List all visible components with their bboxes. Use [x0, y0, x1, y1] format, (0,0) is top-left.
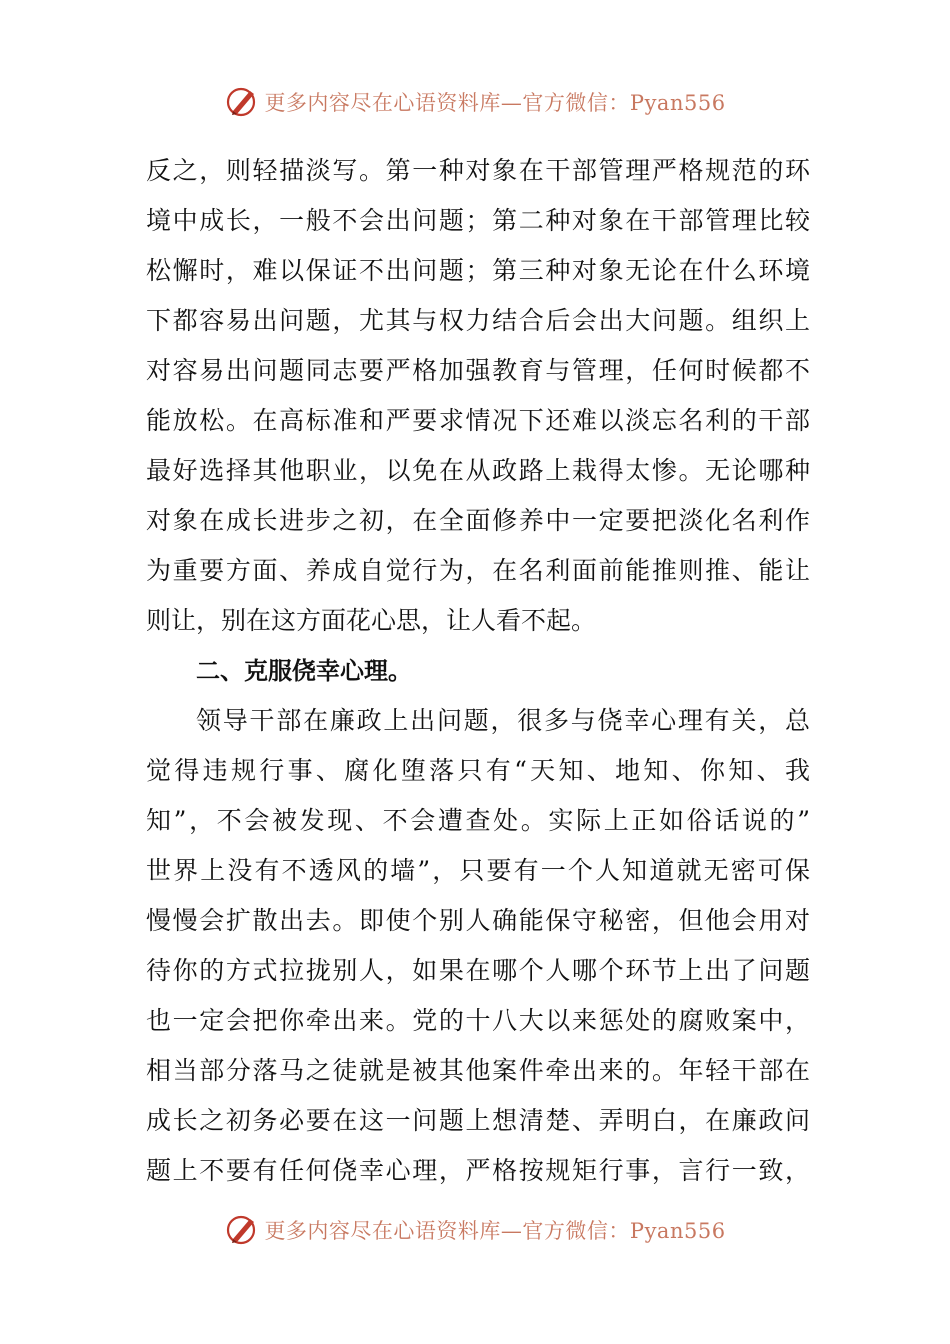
text-line: 松懈时，难以保证不出问题；第三种对象无论在什么环境 [146, 256, 810, 285]
text-line: 领导干部在廉政上出问题，很多与侥幸心理有关，总 [196, 706, 810, 735]
watermark-text: 更多内容尽在心语资料库—官方微信：Pyan556 [264, 91, 726, 115]
text-line: 最好选择其他职业，以免在从政路上栽得太惨。无论哪种 [146, 456, 810, 485]
text-line: 对象在成长进步之初，在全面修养中一定要把淡化名利作 [146, 506, 810, 535]
text-line: 世界上没有不透风的墙”，只要有一个人知道就无密可保 [146, 856, 810, 885]
watermark-header [0, 82, 950, 122]
text-line: 成长之初务必要在这一问题上想清楚、弄明白，在廉政问 [146, 1106, 810, 1135]
text-line: 对容易出问题同志要严格加强教育与管理，任何时候都不 [146, 356, 810, 385]
text-line: 题上不要有任何侥幸心理，严格按规矩行事，言行一致， [146, 1156, 810, 1185]
text-line: 反之，则轻描淡写。第一种对象在干部管理严格规范的环 [146, 156, 810, 185]
pen-logo-icon [224, 84, 260, 120]
text-line: 待你的方式拉拢别人，如果在哪个人哪个环节上出了问题 [146, 956, 810, 985]
text-line: 能放松。在高标准和严要求情况下还难以淡忘名利的干部 [146, 406, 810, 435]
text-line: 则让，别在这方面花心思，让人看不起。 [146, 606, 597, 635]
pen-logo-icon [224, 1212, 260, 1248]
text-line: 为重要方面、养成自觉行为，在名利面前能推则推、能让 [146, 556, 810, 585]
text-line: 觉得违规行事、腐化堕落只有“天知、地知、你知、我 [146, 756, 810, 785]
document-body [146, 146, 810, 1196]
text-line: 知”，不会被发现、不会遭查处。实际上正如俗话说的” [146, 806, 810, 835]
section-heading: 二、克服侥幸心理。 [196, 657, 412, 685]
text-line: 慢慢会扩散出去。即使个别人确能保守秘密，但他会用对 [146, 906, 810, 935]
text-line: 下都容易出问题，尤其与权力结合后会出大问题。组织上 [146, 306, 810, 335]
text-line: 相当部分落马之徒就是被其他案件牵出来的。年轻干部在 [146, 1056, 810, 1085]
text-line: 也一定会把你牵出来。党的十八大以来惩处的腐败案中， [146, 1006, 810, 1035]
text-line: 境中成长，一般不会出问题；第二种对象在干部管理比较 [146, 206, 810, 235]
watermark-footer [0, 1210, 950, 1250]
watermark-text: 更多内容尽在心语资料库—官方微信：Pyan556 [264, 1219, 726, 1243]
